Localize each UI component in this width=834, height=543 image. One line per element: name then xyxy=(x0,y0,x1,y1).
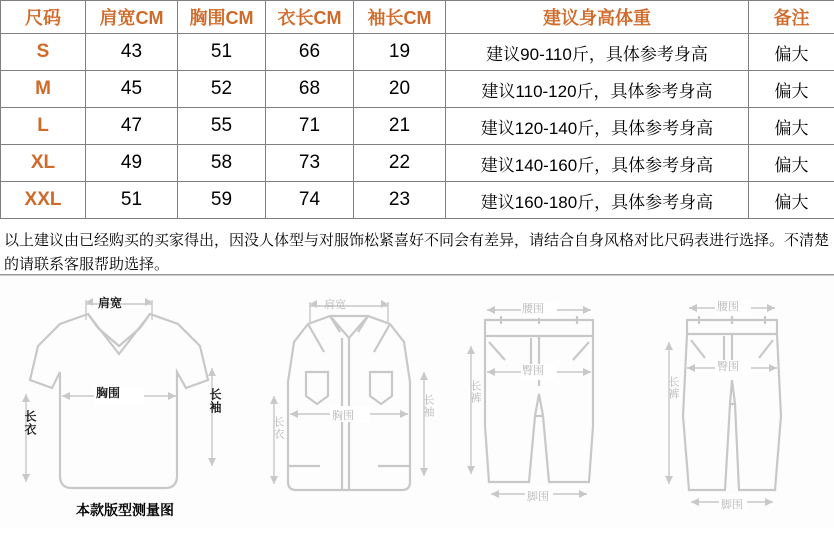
label-pants-waist: 腰围 xyxy=(717,301,739,313)
diagram-shorts xyxy=(449,276,629,528)
label-tshirt-bust: 胸围 xyxy=(96,386,121,400)
cell-length: 71 xyxy=(266,108,354,145)
column-header-sleeve: 袖长CM xyxy=(354,1,446,34)
size-advice-note: 以上建议由已经购买的买家得出，因没人体型与对服饰松紧喜好不同会有差异，请结合自身风格对比尺码表进行选择。不清楚的请联系客服帮助选择。 xyxy=(0,219,834,275)
cell-size: L xyxy=(1,108,86,145)
column-header-advice: 建议身高体重 xyxy=(446,1,749,34)
label-pants-length: 长裤 xyxy=(667,376,679,400)
table-row xyxy=(1,145,834,182)
cell-remark: 偏大 xyxy=(749,34,834,71)
cell-remark: 偏大 xyxy=(749,71,834,108)
cell-length: 73 xyxy=(266,145,354,182)
cell-sleeve: 20 xyxy=(354,71,446,108)
label-shirt-shoulder: 肩宽 xyxy=(324,299,346,311)
label-shirt-sleeve: 长袖 xyxy=(422,394,434,418)
column-header-size: 尺码 xyxy=(1,1,86,34)
cell-shoulder: 47 xyxy=(86,108,178,145)
cell-remark: 偏大 xyxy=(749,108,834,145)
column-header-shoulder: 肩宽CM xyxy=(86,1,178,34)
diagram-pants xyxy=(631,276,834,528)
measurement-diagrams xyxy=(0,275,834,528)
cell-shoulder: 43 xyxy=(86,34,178,71)
label-shirt-length: 长衣 xyxy=(272,416,284,440)
cell-shoulder: 45 xyxy=(86,71,178,108)
cell-size: XXL xyxy=(1,182,86,219)
label-shorts-waist: 腰围 xyxy=(522,303,544,315)
label-pants-hip: 臀围 xyxy=(717,361,739,373)
cell-remark: 偏大 xyxy=(749,145,834,182)
cell-length: 74 xyxy=(266,182,354,219)
table-header xyxy=(1,1,834,34)
cell-advice: 建议110-120斤，具体参考身高 xyxy=(446,71,749,108)
cell-length: 66 xyxy=(266,34,354,71)
cell-sleeve: 19 xyxy=(354,34,446,71)
cell-shoulder: 51 xyxy=(86,182,178,219)
cell-size: M xyxy=(1,71,86,108)
label-shirt-bust: 胸围 xyxy=(332,410,354,422)
table-header-row xyxy=(1,1,834,34)
label-tshirt-sleeve: 长袖 xyxy=(208,388,222,414)
table-row xyxy=(1,182,834,219)
shirt-illustration xyxy=(252,276,447,528)
cell-sleeve: 21 xyxy=(354,108,446,145)
cell-advice: 建议140-160斤，具体参考身高 xyxy=(446,145,749,182)
table-body xyxy=(1,34,834,219)
table-row xyxy=(1,108,834,145)
cell-bust: 58 xyxy=(178,145,266,182)
cell-sleeve: 22 xyxy=(354,145,446,182)
column-header-bust: 胸围CM xyxy=(178,1,266,34)
cell-advice: 建议160-180斤，具体参考身高 xyxy=(446,182,749,219)
cell-bust: 59 xyxy=(178,182,266,219)
cell-bust: 52 xyxy=(178,71,266,108)
cell-sleeve: 23 xyxy=(354,182,446,219)
diagram-tshirt xyxy=(0,276,250,528)
label-tshirt-length: 长衣 xyxy=(23,410,37,436)
column-header-remark: 备注 xyxy=(749,1,834,34)
cell-size: XL xyxy=(1,145,86,182)
cell-remark: 偏大 xyxy=(749,182,834,219)
cell-bust: 55 xyxy=(178,108,266,145)
label-tshirt-shoulder: 肩宽 xyxy=(98,296,123,310)
table-row xyxy=(1,71,834,108)
cell-shoulder: 49 xyxy=(86,145,178,182)
cell-advice: 建议120-140斤，具体参考身高 xyxy=(446,108,749,145)
column-header-length: 衣长CM xyxy=(266,1,354,34)
label-shorts-leg: 脚围 xyxy=(527,491,549,503)
cell-bust: 51 xyxy=(178,34,266,71)
cell-size: S xyxy=(1,34,86,71)
label-pants-leg: 脚围 xyxy=(721,499,743,511)
cell-advice: 建议90-110斤，具体参考身高 xyxy=(446,34,749,71)
label-shorts-hip: 臀围 xyxy=(522,365,544,377)
table-row xyxy=(1,34,834,71)
label-shorts-length: 长裤 xyxy=(469,380,481,404)
diagram-shirt xyxy=(252,276,447,528)
diagram-caption: 本款版型测量图 xyxy=(76,502,174,518)
cell-length: 68 xyxy=(266,71,354,108)
size-table xyxy=(0,0,834,219)
